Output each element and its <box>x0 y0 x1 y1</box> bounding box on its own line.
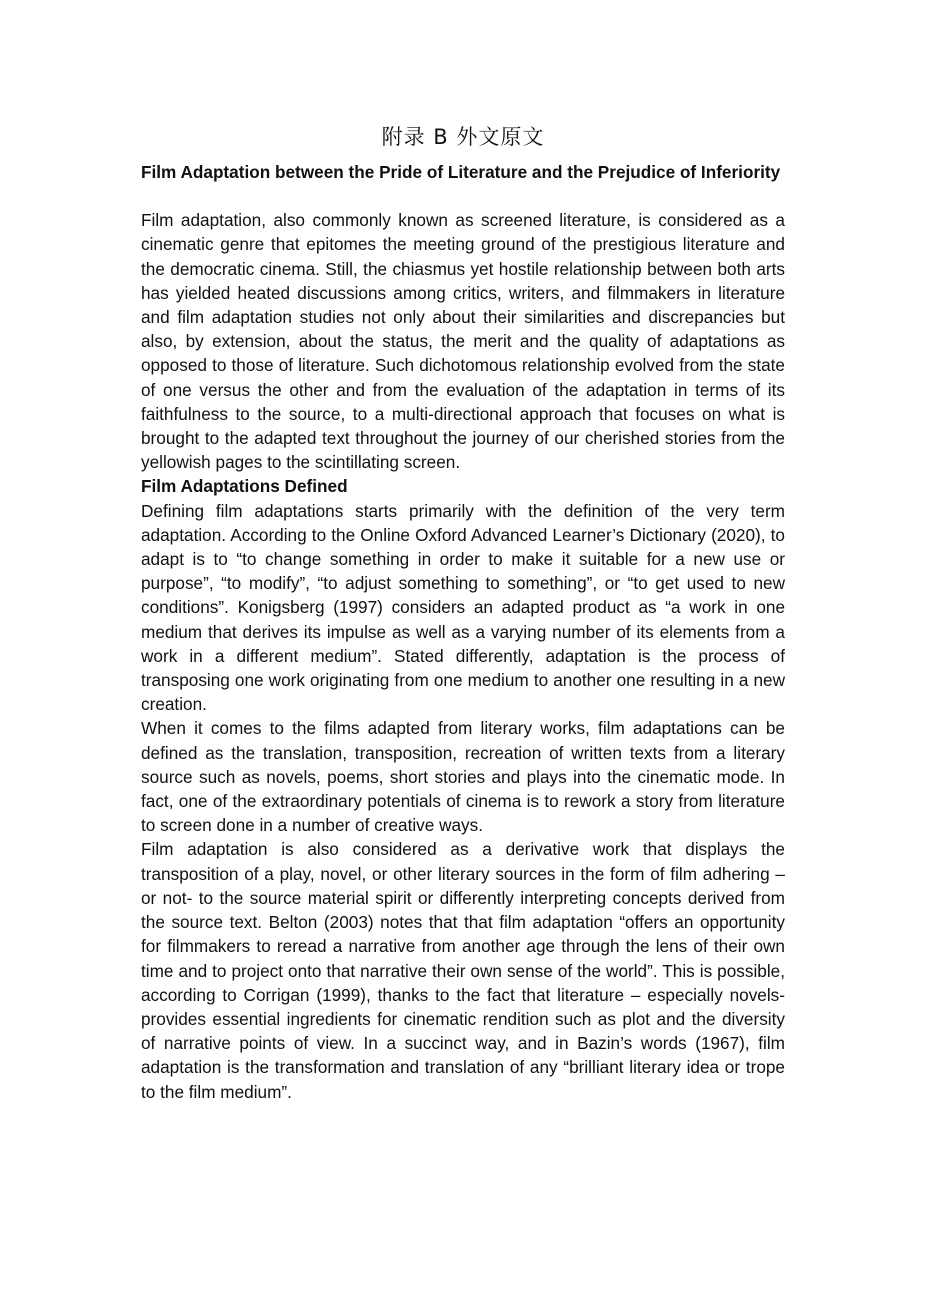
body-paragraph-2: When it comes to the films adapted from literary works, film adaptations can be defined as the translation, transposition, recreation of written texts from a literary source such as novels, poems, short stories and plays into the cinematic mode. In fact, one of the extraordinary potentials of cinema is to rework a story from literature to screen done in a number of creative ways. <box>141 718 785 836</box>
intro-paragraph: Film adaptation, also commonly known as screened literature, is considered as a cinematic genre that epitomes the meeting ground of the prestigious literature and the democratic cinema. Still, the chiasmus yet hostile relationship between both arts has yielded heated discussions among critics, writers, and filmmakers in literature and film adaptation studies not only about their similarities and discrepancies but also, by extension, about the status, the merit and the quality of adaptations as opposed to those of literature. Such dichotomous relationship evolved from the state of one versus the other and from the evaluation of the adaptation in terms of its faithfulness to the source, to a multi-directional approach that focuses on what is brought to the adapted text throughout the journey of our cherished stories from the yellowish pages to the scintillating screen. <box>141 210 785 473</box>
article-title: Film Adaptation between the Pride of Literature and the Prejudice of Inferiority <box>141 162 781 182</box>
section-heading: Film Adaptations Defined <box>141 476 348 497</box>
appendix-title: 附录 B 外文原文 <box>381 125 545 149</box>
body-paragraph-1: Defining film adaptations starts primarily with the definition of the very term adaptation. According to the Online Oxford Advanced Learner’s Dictionary (2020), to adapt is to “to change something in order to make it suitable for a new use or purpose”, “to modify”, “to adjust something to something”, or “to get used to new conditions”. Konigsberg (1997) considers an adapted product as “a work in one medium that derives its impulse as well as a varying number of its elements from a work in a different medium”. Stated differently, adaptation is the process of transposing one work originating from one medium to another one resulting in a new creation. <box>141 500 785 715</box>
body-paragraph-3: Film adaptation is also considered as a derivative work that displays the transposition of a play, novel, or other literary sources in the form of film adhering –or not- to the source material spirit or differently interpreting concepts derived from the source text. Belton (2003) notes that that film adaptation “offers an opportunity for filmmakers to reread a narrative from another age through the lens of their own time and to project onto that narrative their own sense of the world”. This is possible, according to Corrigan (1999), thanks to the fact that literature – especially novels- provides essential ingredients for cinematic rendition such as plot and the diversity of narrative points of view. In a succinct way, and in Bazin’s words (1967), film adaptation is the transformation and translation of any “brilliant literary idea or trope to the film medium”. <box>141 839 785 1102</box>
document-page <box>141 122 785 1104</box>
